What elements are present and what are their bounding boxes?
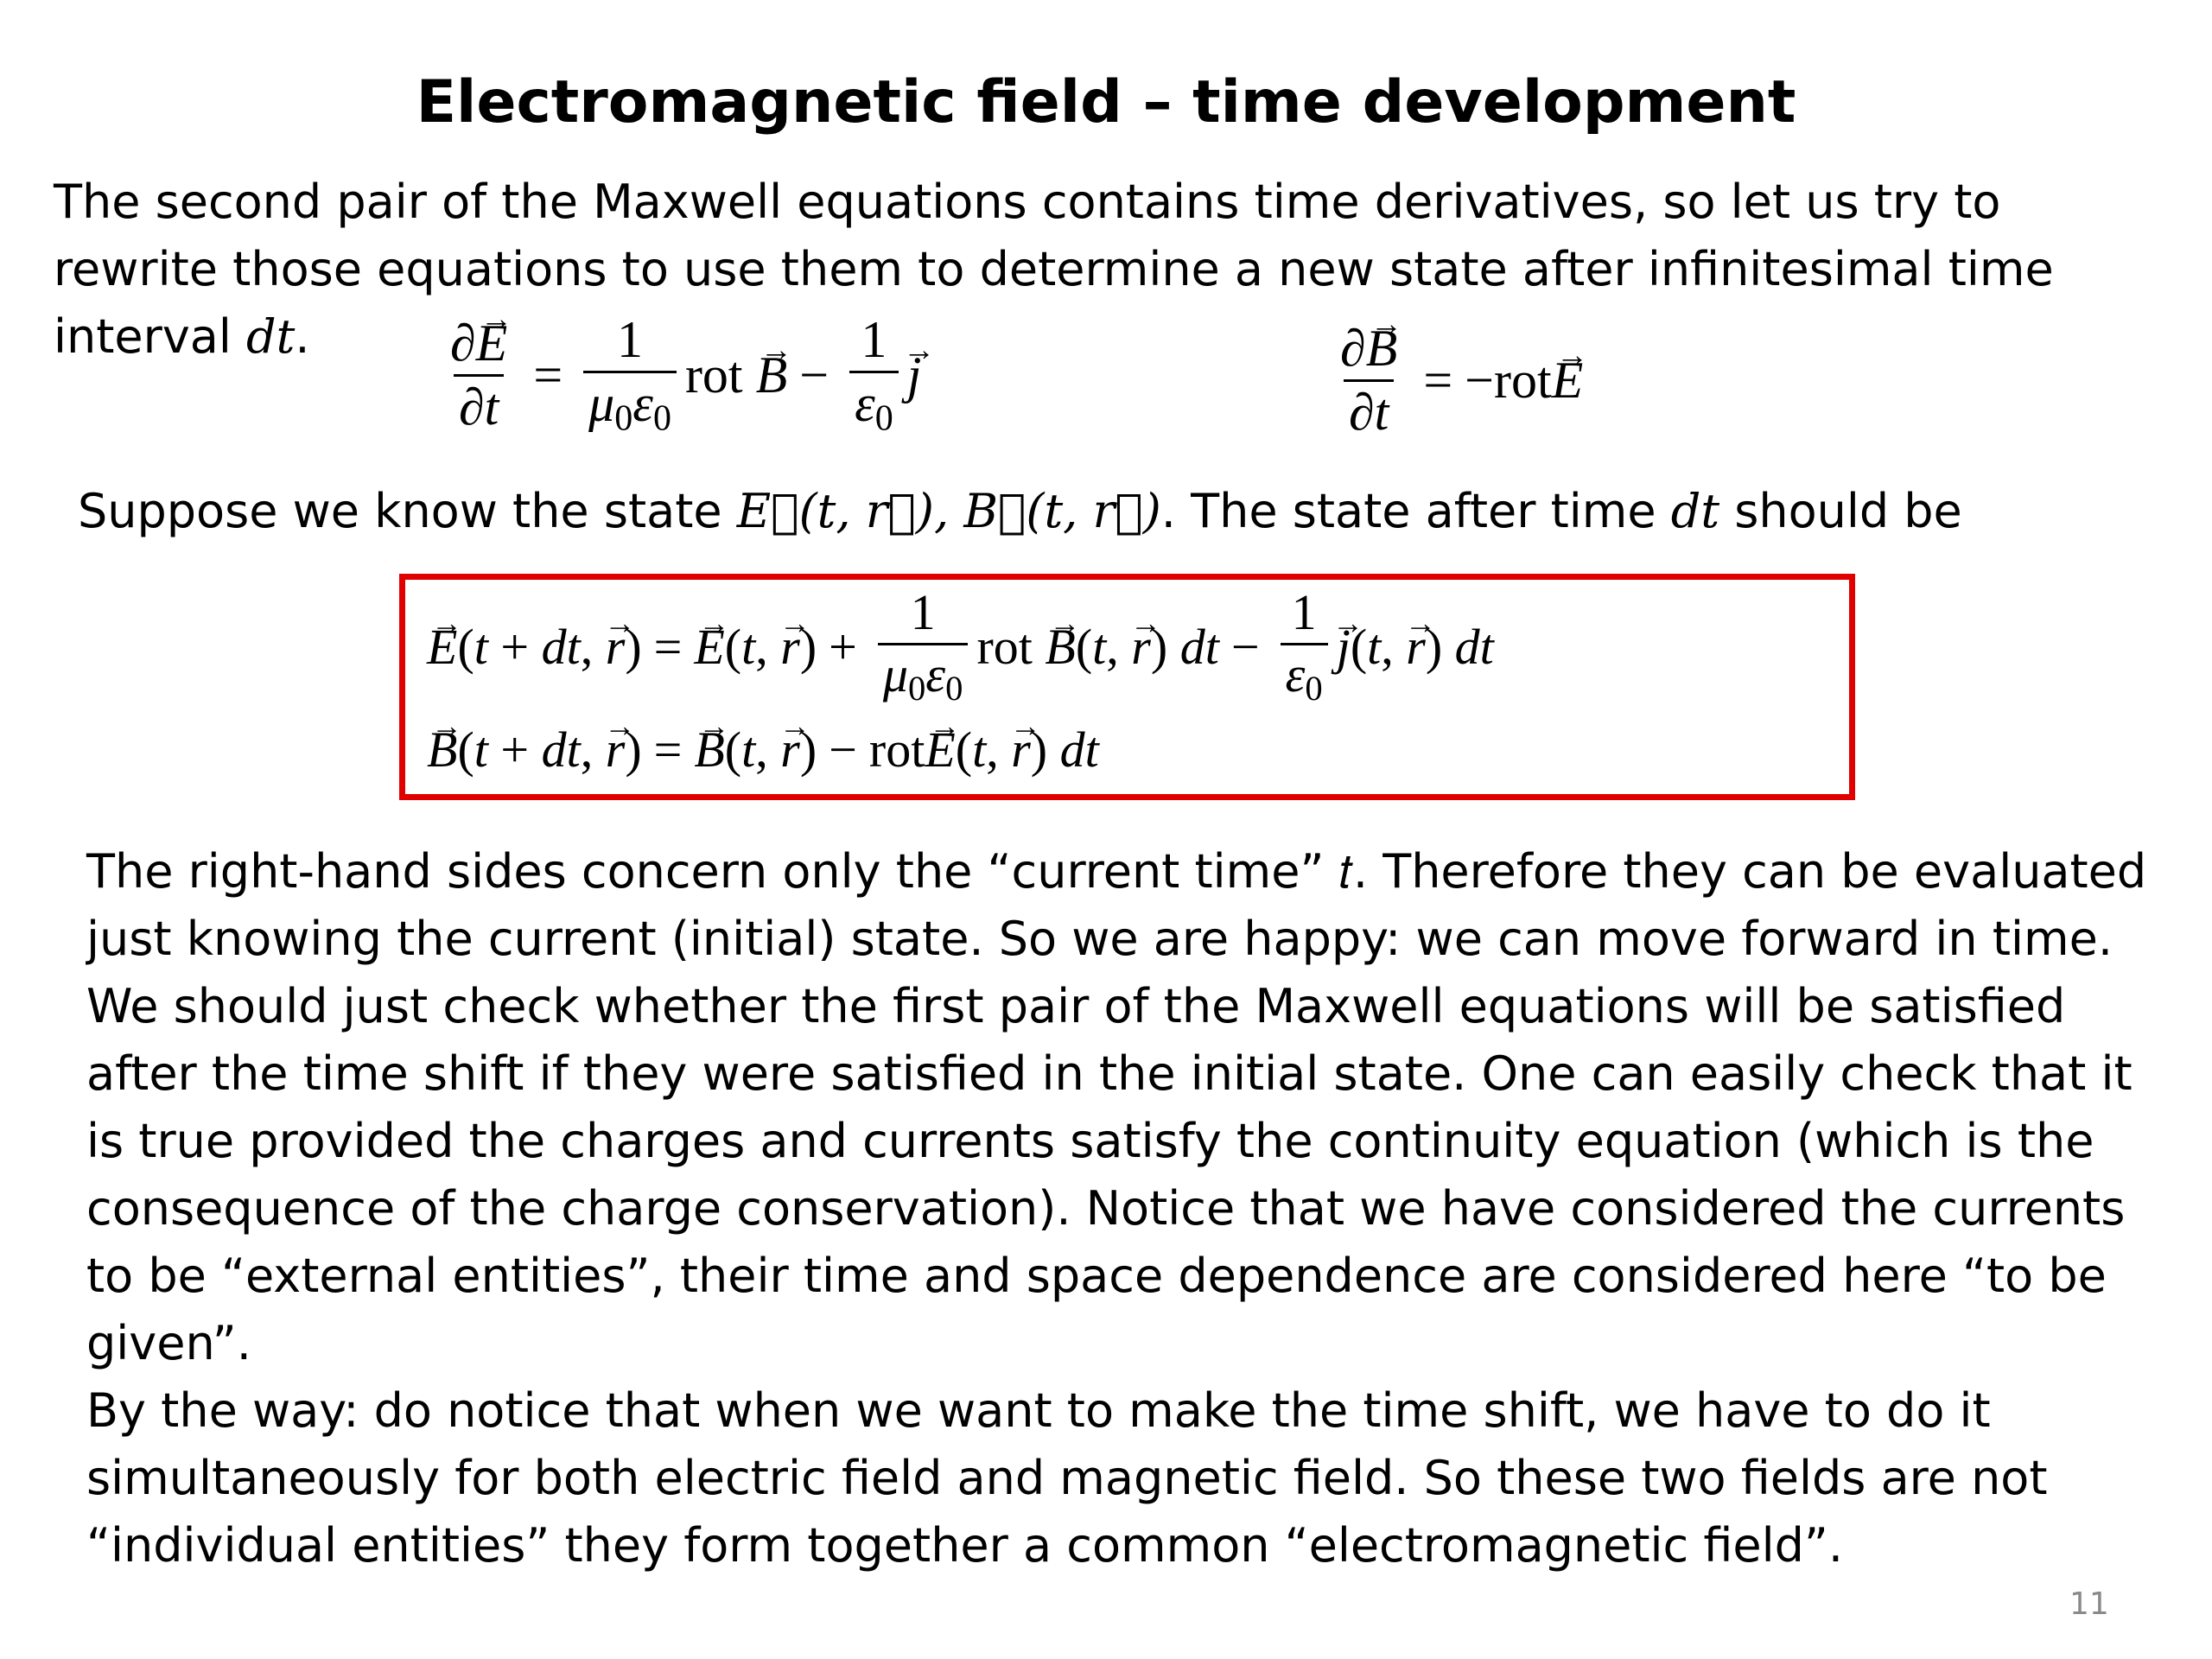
body-line: “individual entities” they form together a common “electromagnetic field”. <box>86 1518 1844 1573</box>
body-line: By the way: do notice that when we want to make the time shift, we have to do it <box>86 1383 1991 1438</box>
body-line: to be “external entities”, their time and space dependence are considered here “to be <box>86 1249 2107 1303</box>
inline-math-dt: dt <box>1670 484 1720 538</box>
body-paragraph <box>86 838 2146 1580</box>
inline-math-state: E⃗(t, r⃗), B⃗(t, r⃗) <box>736 484 1161 538</box>
suppose-text: Suppose we know the state <box>78 484 737 538</box>
intro-line: The second pair of the Maxwell equations contains time derivatives, so let us try to <box>54 175 2001 229</box>
intro-line: rewrite those equations to use them to determine a new state after infinitesimal time <box>54 242 2054 296</box>
body-line: consequence of the charge conservation). Notice that we have considered the currents <box>86 1181 2126 1236</box>
body-line: simultaneously for both electric field and magnetic field. So these two fields are not <box>86 1451 2048 1505</box>
suppose-text: should be <box>1719 484 1962 538</box>
inline-math-dt: dt <box>246 309 296 364</box>
body-line: The right-hand sides concern only the “current time” 𝑡. Therefore they can be evaluated <box>86 844 2147 899</box>
slide-title: Electromagnetic field – time development <box>416 68 1796 137</box>
body-line: given”. <box>86 1316 251 1370</box>
suppose-paragraph <box>78 478 1962 545</box>
intro-line <box>54 303 2054 371</box>
ampere-equation: $\frac{\partial\to E}{\partial t}$ = $\frac{1}{\mu_0\varepsilon_0}$ rot → B − $\frac{1}{\varepsilon_0}$ → j <box>436 313 921 438</box>
update-equations-box <box>399 574 1855 800</box>
body-line: after the time shift if they were satisfied in the initial state. One can easily check that it <box>86 1046 2133 1101</box>
body-line: is true provided the charges and currents satisfy the continuity equation (which is the <box>86 1114 2094 1168</box>
intro-line-period: . <box>295 309 310 364</box>
b-field-update-equation: → B(t + dt, → r) = → B(t, → r) − rot→ E(t, → r) dt <box>427 721 1099 779</box>
intro-paragraph <box>54 168 2054 371</box>
page-number: 11 <box>2069 1586 2109 1622</box>
intro-line-text: interval <box>54 309 247 364</box>
e-field-update-equation: → E(t + dt, → r) = → E(t, → r) + $\frac{1}{\mu_0\varepsilon_0}$ rot → B(t, → r) dt − $\frac{1}{\varepsilon_0}$ → j(t, → r) dt <box>427 587 1494 708</box>
body-line: just knowing the current (initial) state. So we are happy: we can move forward in time. <box>86 912 2113 966</box>
faraday-equation: $\frac{\partial\to B}{\partial t}$ = −rot→ E <box>1326 321 1583 440</box>
body-line: We should just check whether the first pair of the Maxwell equations will be satisfied <box>86 979 2066 1033</box>
suppose-text: . The state after time <box>1160 484 1671 538</box>
